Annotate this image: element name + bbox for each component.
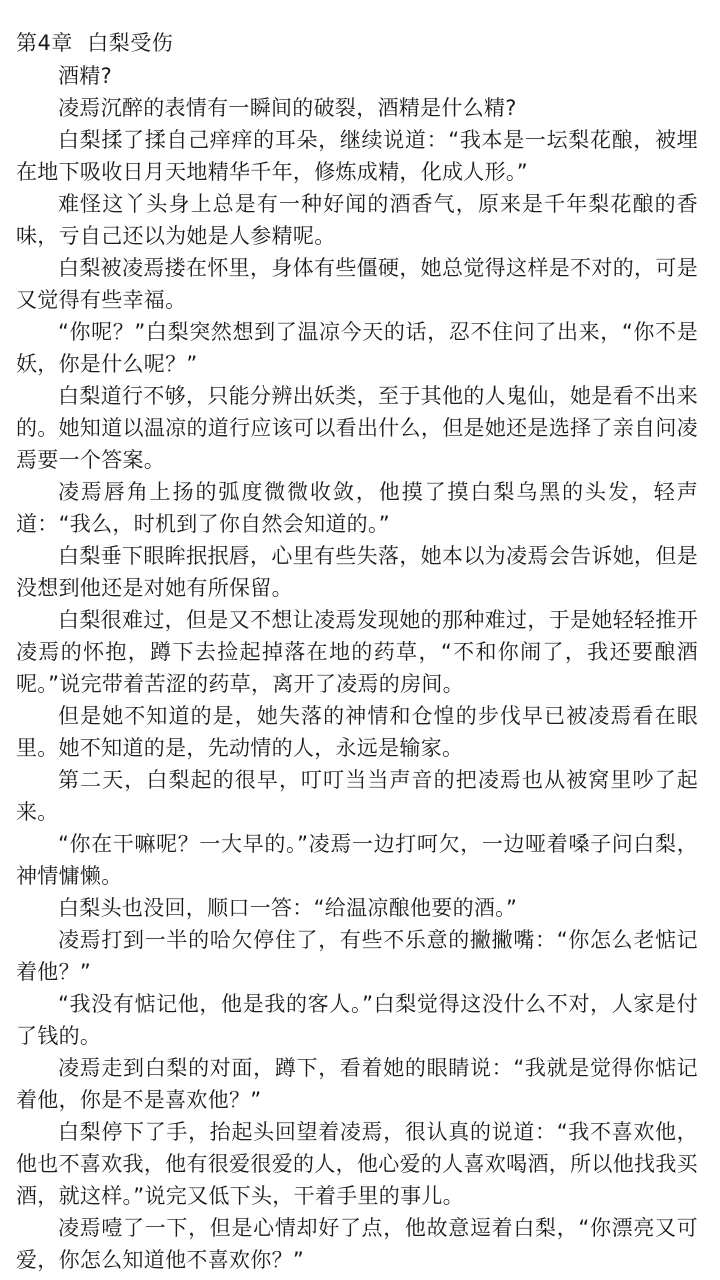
paragraph: 凌焉打到一半的哈欠停住了，有些不乐意的撇撇嘴：“你怎么老惦记着他？” bbox=[16, 928, 698, 984]
paragraph: 白梨垂下眼眸抿抿唇，心里有些失落，她本以为凌焉会告诉她，但是没想到他还是对她有所保留。 bbox=[16, 544, 698, 600]
paragraph: 白梨揉了揉自己痒痒的耳朵，继续说道：“我本是一坛梨花酿，被埋在地下吸收日月天地精华千年，修炼成精，化成人形。” bbox=[16, 128, 698, 184]
paragraph: 白梨停下了手，抬起头回望着凌焉，很认真的说道：“我不喜欢他，他也不喜欢我，他有很爱很爱的人，他心爱的人喜欢喝酒，所以他找我买酒，就这样。”说完又低下头，干着手里的事儿。 bbox=[16, 1120, 698, 1208]
paragraph: 凌焉唇角上扬的弧度微微收敛，他摸了摸白梨乌黑的头发，轻声道：“我么，时机到了你自然会知道的。” bbox=[16, 480, 698, 536]
paragraph: 白梨很难过，但是又不想让凌焉发现她的那种难过，于是她轻轻推开凌焉的怀抱，蹲下去捡起掉落在地的药草，“不和你闹了，我还要酿酒呢。”说完带着苦涩的药草，离开了凌焉的房间。 bbox=[16, 608, 698, 696]
paragraph: “你在干嘛呢？一大早的。”凌焉一边打呵欠，一边哑着嗓子问白梨，神情慵懒。 bbox=[16, 832, 698, 888]
paragraph: 凌焉噎了一下，但是心情却好了点，他故意逗着白梨，“你漂亮又可爱，你怎么知道他不喜欢你？” bbox=[16, 1216, 698, 1272]
chapter-title: 第4章 白梨受伤 bbox=[16, 31, 174, 55]
paragraph: “我没有惦记他，他是我的客人。”白梨觉得这没什么不对，人家是付了钱的。 bbox=[16, 992, 698, 1048]
paragraph: 白梨头也没回，顺口一答：“给温凉酿他要的酒。” bbox=[58, 896, 518, 920]
chapter-body bbox=[16, 60, 698, 1276]
paragraph: “你呢？”白梨突然想到了温凉今天的话，忍不住问了出来，“你不是妖，你是什么呢？” bbox=[16, 320, 698, 376]
paragraph: 凌焉沉醉的表情有一瞬间的破裂，酒精是什么精? bbox=[58, 96, 517, 120]
paragraph: 白梨被凌焉搂在怀里，身体有些僵硬，她总觉得这样是不对的，可是又觉得有些幸福。 bbox=[16, 256, 698, 312]
paragraph: 凌焉走到白梨的对面，蹲下，看着她的眼睛说：“我就是觉得你惦记着他，你是不是喜欢他？” bbox=[16, 1056, 698, 1112]
paragraph: 酒精? bbox=[58, 64, 113, 88]
paragraph: 难怪这丫头身上总是有一种好闻的酒香气，原来是千年梨花酿的香味，亏自己还以为她是人参精呢。 bbox=[16, 192, 698, 248]
paragraph: 第二天，白梨起的很早，叮叮当当声音的把凌焉也从被窝里吵了起来。 bbox=[16, 768, 698, 824]
paragraph: 白梨道行不够，只能分辨出妖类，至于其他的人鬼仙，她是看不出来的。她知道以温凉的道行应该可以看出什么，但是她还是选择了亲自问凌焉要一个答案。 bbox=[16, 384, 698, 472]
paragraph: 但是她不知道的是，她失落的神情和仓惶的步伐早已被凌焉看在眼里。她不知道的是，先动情的人，永远是输家。 bbox=[16, 704, 698, 760]
